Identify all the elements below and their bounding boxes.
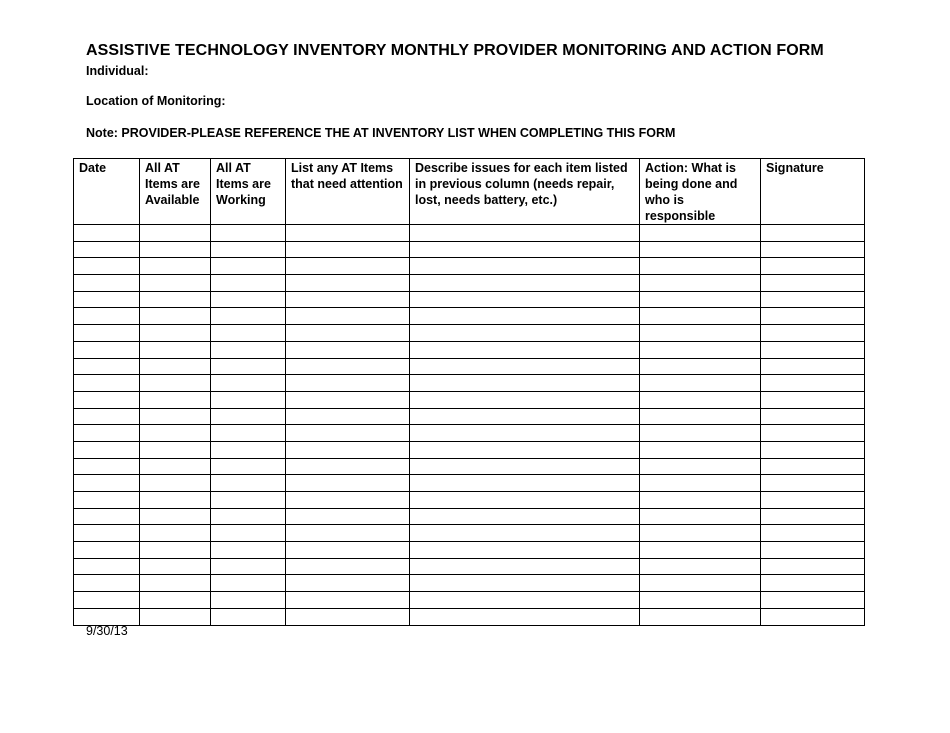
- items-needing-attention-cell[interactable]: [286, 291, 410, 308]
- items-needing-attention-cell[interactable]: [286, 542, 410, 559]
- working-cell[interactable]: [211, 408, 286, 425]
- items-needing-attention-cell[interactable]: [286, 225, 410, 242]
- table-row: [74, 341, 865, 358]
- working-cell[interactable]: [211, 225, 286, 242]
- working-cell[interactable]: [211, 341, 286, 358]
- issues-cell[interactable]: [410, 575, 640, 592]
- items-needing-attention-cell[interactable]: [286, 458, 410, 475]
- signature-cell[interactable]: [761, 341, 865, 358]
- available-cell[interactable]: [140, 441, 211, 458]
- available-cell[interactable]: [140, 341, 211, 358]
- date-cell[interactable]: [74, 475, 140, 492]
- items-needing-attention-cell[interactable]: [286, 441, 410, 458]
- issues-cell[interactable]: [410, 391, 640, 408]
- items-needing-attention-cell[interactable]: [286, 608, 410, 625]
- revision-date: 9/30/13: [86, 624, 128, 638]
- action-cell[interactable]: [640, 325, 761, 342]
- date-cell[interactable]: [74, 258, 140, 275]
- action-cell[interactable]: [640, 525, 761, 542]
- date-cell[interactable]: [74, 542, 140, 559]
- table-row: [74, 525, 865, 542]
- items-needing-attention-cell[interactable]: [286, 408, 410, 425]
- available-cell[interactable]: [140, 592, 211, 609]
- signature-cell[interactable]: [761, 375, 865, 392]
- table-row: [74, 275, 865, 292]
- table-row: [74, 308, 865, 325]
- date-cell[interactable]: [74, 241, 140, 258]
- action-cell[interactable]: [640, 475, 761, 492]
- table-row: [74, 608, 865, 625]
- items-needing-attention-cell[interactable]: [286, 425, 410, 442]
- signature-cell[interactable]: [761, 575, 865, 592]
- working-cell[interactable]: [211, 508, 286, 525]
- working-cell[interactable]: [211, 558, 286, 575]
- action-cell[interactable]: [640, 558, 761, 575]
- available-cell[interactable]: [140, 258, 211, 275]
- signature-cell[interactable]: [761, 358, 865, 375]
- issues-cell[interactable]: [410, 225, 640, 242]
- action-cell[interactable]: [640, 441, 761, 458]
- column-header-available: All AT Items are Available: [140, 159, 211, 225]
- signature-cell[interactable]: [761, 258, 865, 275]
- working-cell[interactable]: [211, 492, 286, 509]
- table-row: [74, 492, 865, 509]
- individual-label: Individual:: [86, 64, 149, 78]
- working-cell[interactable]: [211, 575, 286, 592]
- issues-cell[interactable]: [410, 425, 640, 442]
- monitoring-table: [73, 158, 865, 626]
- working-cell[interactable]: [211, 358, 286, 375]
- items-needing-attention-cell[interactable]: [286, 508, 410, 525]
- issues-cell[interactable]: [410, 558, 640, 575]
- date-cell[interactable]: [74, 558, 140, 575]
- table-row: [74, 508, 865, 525]
- table-row: [74, 358, 865, 375]
- working-cell[interactable]: [211, 542, 286, 559]
- signature-cell[interactable]: [761, 225, 865, 242]
- action-cell[interactable]: [640, 508, 761, 525]
- items-needing-attention-cell[interactable]: [286, 575, 410, 592]
- action-cell[interactable]: [640, 492, 761, 509]
- column-header-signature: Signature: [761, 159, 865, 225]
- signature-cell[interactable]: [761, 542, 865, 559]
- items-needing-attention-cell[interactable]: [286, 258, 410, 275]
- action-cell[interactable]: [640, 608, 761, 625]
- available-cell[interactable]: [140, 475, 211, 492]
- action-cell[interactable]: [640, 375, 761, 392]
- table-row: [74, 592, 865, 609]
- date-cell[interactable]: [74, 608, 140, 625]
- available-cell[interactable]: [140, 308, 211, 325]
- table-row: [74, 258, 865, 275]
- working-cell[interactable]: [211, 275, 286, 292]
- location-label: Location of Monitoring:: [86, 94, 226, 108]
- issues-cell[interactable]: [410, 375, 640, 392]
- action-cell[interactable]: [640, 358, 761, 375]
- action-cell[interactable]: [640, 425, 761, 442]
- available-cell[interactable]: [140, 525, 211, 542]
- working-cell[interactable]: [211, 375, 286, 392]
- issues-cell[interactable]: [410, 241, 640, 258]
- action-cell[interactable]: [640, 408, 761, 425]
- date-cell[interactable]: [74, 408, 140, 425]
- available-cell[interactable]: [140, 508, 211, 525]
- available-cell[interactable]: [140, 425, 211, 442]
- date-cell[interactable]: [74, 458, 140, 475]
- available-cell[interactable]: [140, 608, 211, 625]
- available-cell[interactable]: [140, 458, 211, 475]
- signature-cell[interactable]: [761, 508, 865, 525]
- signature-cell[interactable]: [761, 458, 865, 475]
- working-cell[interactable]: [211, 241, 286, 258]
- items-needing-attention-cell[interactable]: [286, 275, 410, 292]
- issues-cell[interactable]: [410, 408, 640, 425]
- items-needing-attention-cell[interactable]: [286, 358, 410, 375]
- action-cell[interactable]: [640, 241, 761, 258]
- working-cell[interactable]: [211, 258, 286, 275]
- action-cell[interactable]: [640, 341, 761, 358]
- action-cell[interactable]: [640, 542, 761, 559]
- signature-cell[interactable]: [761, 525, 865, 542]
- date-cell[interactable]: [74, 492, 140, 509]
- working-cell[interactable]: [211, 308, 286, 325]
- issues-cell[interactable]: [410, 542, 640, 559]
- issues-cell[interactable]: [410, 458, 640, 475]
- issues-cell[interactable]: [410, 325, 640, 342]
- date-cell[interactable]: [74, 341, 140, 358]
- available-cell[interactable]: [140, 542, 211, 559]
- table-row: [74, 225, 865, 242]
- date-cell[interactable]: [74, 375, 140, 392]
- items-needing-attention-cell[interactable]: [286, 475, 410, 492]
- working-cell[interactable]: [211, 291, 286, 308]
- issues-cell[interactable]: [410, 258, 640, 275]
- date-cell[interactable]: [74, 425, 140, 442]
- working-cell[interactable]: [211, 441, 286, 458]
- working-cell[interactable]: [211, 592, 286, 609]
- items-needing-attention-cell[interactable]: [286, 492, 410, 509]
- available-cell[interactable]: [140, 275, 211, 292]
- available-cell[interactable]: [140, 241, 211, 258]
- issues-cell[interactable]: [410, 308, 640, 325]
- table-row: [74, 575, 865, 592]
- issues-cell[interactable]: [410, 508, 640, 525]
- table-row: [74, 391, 865, 408]
- signature-cell[interactable]: [761, 275, 865, 292]
- items-needing-attention-cell[interactable]: [286, 592, 410, 609]
- signature-cell[interactable]: [761, 408, 865, 425]
- action-cell[interactable]: [640, 291, 761, 308]
- date-cell[interactable]: [74, 308, 140, 325]
- available-cell[interactable]: [140, 492, 211, 509]
- issues-cell[interactable]: [410, 492, 640, 509]
- items-needing-attention-cell[interactable]: [286, 525, 410, 542]
- date-cell[interactable]: [74, 441, 140, 458]
- items-needing-attention-cell[interactable]: [286, 325, 410, 342]
- signature-cell[interactable]: [761, 291, 865, 308]
- items-needing-attention-cell[interactable]: [286, 241, 410, 258]
- items-needing-attention-cell[interactable]: [286, 375, 410, 392]
- table-row: [74, 558, 865, 575]
- date-cell[interactable]: [74, 525, 140, 542]
- items-needing-attention-cell[interactable]: [286, 341, 410, 358]
- signature-cell[interactable]: [761, 608, 865, 625]
- signature-cell[interactable]: [761, 391, 865, 408]
- signature-cell[interactable]: [761, 492, 865, 509]
- working-cell[interactable]: [211, 475, 286, 492]
- items-needing-attention-cell[interactable]: [286, 308, 410, 325]
- date-cell[interactable]: [74, 508, 140, 525]
- date-cell[interactable]: [74, 275, 140, 292]
- date-cell[interactable]: [74, 575, 140, 592]
- form-title: ASSISTIVE TECHNOLOGY INVENTORY MONTHLY PROVIDER MONITORING AND ACTION FORM: [86, 42, 824, 59]
- table-row: [74, 291, 865, 308]
- date-cell[interactable]: [74, 225, 140, 242]
- action-cell[interactable]: [640, 458, 761, 475]
- action-cell[interactable]: [640, 391, 761, 408]
- table-row: [74, 542, 865, 559]
- table-row: [74, 441, 865, 458]
- working-cell[interactable]: [211, 325, 286, 342]
- available-cell[interactable]: [140, 391, 211, 408]
- signature-cell[interactable]: [761, 441, 865, 458]
- working-cell[interactable]: [211, 608, 286, 625]
- available-cell[interactable]: [140, 325, 211, 342]
- table-row: [74, 375, 865, 392]
- issues-cell[interactable]: [410, 441, 640, 458]
- issues-cell[interactable]: [410, 341, 640, 358]
- table-row: [74, 241, 865, 258]
- issues-cell[interactable]: [410, 275, 640, 292]
- action-cell[interactable]: [640, 275, 761, 292]
- date-cell[interactable]: [74, 391, 140, 408]
- available-cell[interactable]: [140, 291, 211, 308]
- action-cell[interactable]: [640, 225, 761, 242]
- items-needing-attention-cell[interactable]: [286, 558, 410, 575]
- table-body: [74, 225, 865, 626]
- action-cell[interactable]: [640, 592, 761, 609]
- date-cell[interactable]: [74, 592, 140, 609]
- column-header-working: All AT Items are Working: [211, 159, 286, 225]
- header-row: [74, 159, 865, 225]
- column-header-date: Date: [74, 159, 140, 225]
- table-row: [74, 408, 865, 425]
- signature-cell[interactable]: [761, 558, 865, 575]
- action-cell[interactable]: [640, 308, 761, 325]
- signature-cell[interactable]: [761, 241, 865, 258]
- action-cell[interactable]: [640, 258, 761, 275]
- available-cell[interactable]: [140, 408, 211, 425]
- issues-cell[interactable]: [410, 525, 640, 542]
- working-cell[interactable]: [211, 458, 286, 475]
- available-cell[interactable]: [140, 558, 211, 575]
- working-cell[interactable]: [211, 525, 286, 542]
- date-cell[interactable]: [74, 358, 140, 375]
- column-header-action: Action: What is being done and who is responsible: [640, 159, 761, 225]
- available-cell[interactable]: [140, 225, 211, 242]
- signature-cell[interactable]: [761, 425, 865, 442]
- available-cell[interactable]: [140, 575, 211, 592]
- table-row: [74, 475, 865, 492]
- working-cell[interactable]: [211, 425, 286, 442]
- column-header-items-needing-attention: List any AT Items that need attention: [286, 159, 410, 225]
- issues-cell[interactable]: [410, 592, 640, 609]
- working-cell[interactable]: [211, 391, 286, 408]
- table-row: [74, 458, 865, 475]
- signature-cell[interactable]: [761, 325, 865, 342]
- issues-cell[interactable]: [410, 475, 640, 492]
- available-cell[interactable]: [140, 358, 211, 375]
- table-row: [74, 425, 865, 442]
- signature-cell[interactable]: [761, 475, 865, 492]
- signature-cell[interactable]: [761, 308, 865, 325]
- action-cell[interactable]: [640, 575, 761, 592]
- available-cell[interactable]: [140, 375, 211, 392]
- issues-cell[interactable]: [410, 608, 640, 625]
- date-cell[interactable]: [74, 291, 140, 308]
- column-header-issues: Describe issues for each item listed in previous column (needs repair, lost, needs battery, etc.): [410, 159, 640, 225]
- table-row: [74, 325, 865, 342]
- signature-cell[interactable]: [761, 592, 865, 609]
- items-needing-attention-cell[interactable]: [286, 391, 410, 408]
- date-cell[interactable]: [74, 325, 140, 342]
- issues-cell[interactable]: [410, 291, 640, 308]
- provider-note: Note: PROVIDER-PLEASE REFERENCE THE AT INVENTORY LIST WHEN COMPLETING THIS FORM: [86, 126, 676, 140]
- issues-cell[interactable]: [410, 358, 640, 375]
